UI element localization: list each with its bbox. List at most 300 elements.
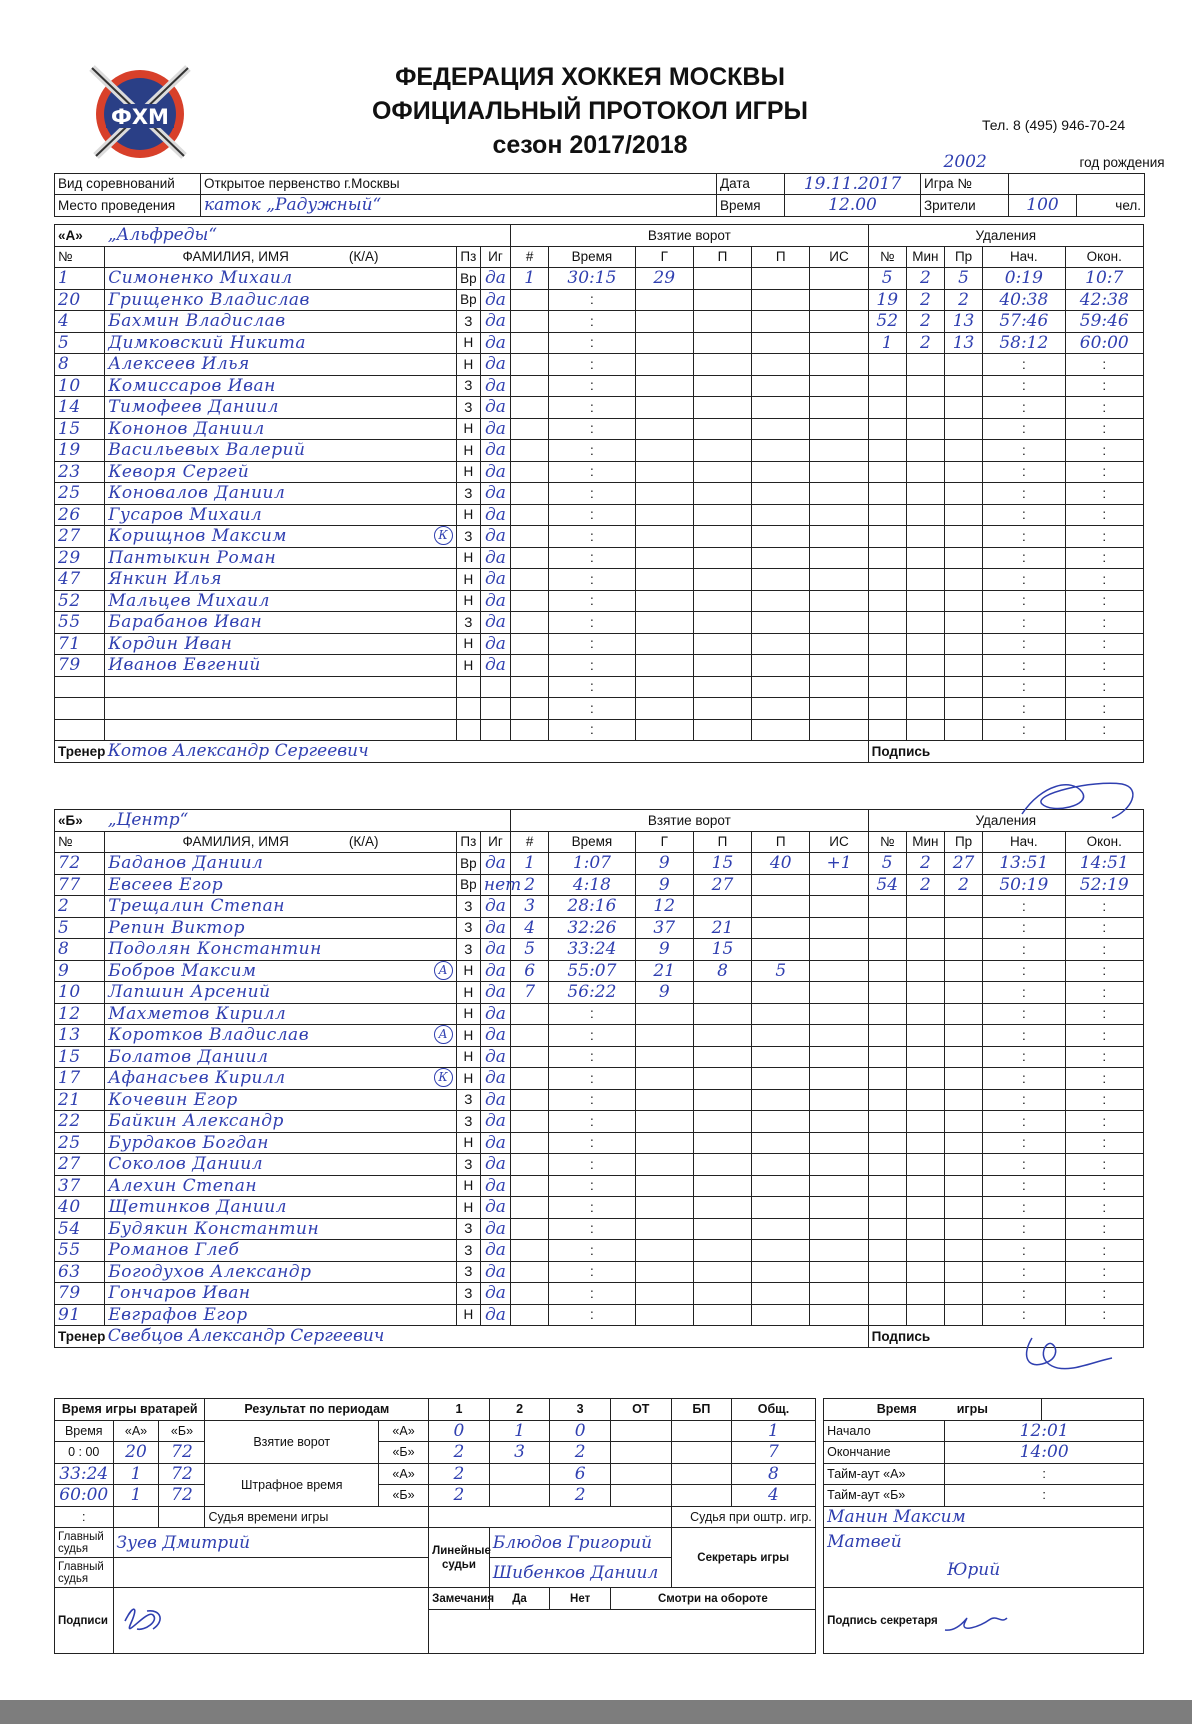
goal-time: : [549, 1068, 635, 1090]
penalty-reason [944, 1025, 982, 1047]
penalty-start: 57:46 [983, 311, 1065, 333]
goal-number [511, 375, 549, 397]
goal-number [511, 590, 549, 612]
player-played: да [480, 461, 510, 483]
penalty-start: : [983, 569, 1065, 591]
col-min: Мин [906, 831, 944, 853]
player-row [55, 461, 1144, 483]
player-name-text: Соколов Даниил [108, 1154, 264, 1175]
goals-label: Взятие ворот [205, 1420, 378, 1463]
goal-situation [810, 633, 868, 655]
head-ref-label-1: Главный судья [55, 1528, 114, 1558]
goal-number [511, 397, 549, 419]
col-time: Время [549, 831, 635, 853]
penalty-minutes [906, 1068, 944, 1090]
goal-number [511, 526, 549, 548]
penalty-start: : [983, 1261, 1065, 1283]
player-position: З [456, 1283, 480, 1305]
penalty-minutes [906, 1154, 944, 1176]
penalty-reason [944, 939, 982, 961]
goal-time: : [549, 1025, 635, 1047]
goal-scorer [635, 655, 693, 677]
player-played: да [480, 418, 510, 440]
goal-scorer [635, 1111, 693, 1133]
goal-number [511, 1154, 549, 1176]
goal-assist-2 [752, 418, 810, 440]
player-number: 12 [55, 1003, 105, 1025]
goal-number [511, 569, 549, 591]
player-position: Н [456, 440, 480, 462]
penalty-start: : [983, 440, 1065, 462]
goal-time: : [549, 1175, 635, 1197]
penalty-reason [944, 612, 982, 634]
goal-scorer [635, 1240, 693, 1262]
goal-scorer [635, 1154, 693, 1176]
player-position: Вр [456, 289, 480, 311]
penalty-minutes [906, 375, 944, 397]
penalty-minutes [906, 633, 944, 655]
penalty-minutes [906, 698, 944, 720]
penalty-player: 19 [868, 289, 906, 311]
goal-situation [810, 655, 868, 677]
player-name-text: Кочевин Егор [108, 1089, 238, 1110]
player-number: 79 [55, 655, 105, 677]
col-g: Г [635, 246, 693, 268]
goal-situation [810, 896, 868, 918]
player-position: Н [456, 569, 480, 591]
penalty-reason [944, 461, 982, 483]
goal-number [511, 612, 549, 634]
player-played: да [480, 939, 510, 961]
penalty-end: : [1065, 1003, 1144, 1025]
penalty-minutes [906, 1218, 944, 1240]
player-position: З [456, 1089, 480, 1111]
penalty-end: : [1065, 483, 1144, 505]
goal-scorer: 37 [635, 917, 693, 939]
goal-assist-2 [752, 461, 810, 483]
penalty-reason [944, 1046, 982, 1068]
penalty-end: : [1065, 1261, 1144, 1283]
player-name-text: Алехин Степан [108, 1175, 258, 1196]
player-name [105, 354, 457, 376]
player-position: З [456, 896, 480, 918]
penalty-minutes [906, 939, 944, 961]
phone-number: Тел. 8 (495) 946-70-24 [982, 117, 1126, 133]
penalty-reason [944, 483, 982, 505]
penalty-reason [944, 676, 982, 698]
player-row [55, 633, 1144, 655]
goal-scorer [635, 569, 693, 591]
time-label: Время [717, 195, 785, 217]
goal-number [511, 418, 549, 440]
penalty-reason [944, 504, 982, 526]
penalty-reason [944, 418, 982, 440]
player-row [55, 440, 1144, 462]
goal-assist-1 [693, 1197, 751, 1219]
goal-assist-2: 40 [752, 853, 810, 875]
player-number: 14 [55, 397, 105, 419]
penalty-end: : [1065, 676, 1144, 698]
player-name [105, 1240, 457, 1262]
player-name-text: Гусаров Михаил [108, 504, 263, 525]
col-min: Мин [906, 246, 944, 268]
penalty-start: : [983, 1111, 1065, 1133]
goal-assist-2 [752, 440, 810, 462]
penalty-minutes [906, 1089, 944, 1111]
goal-assist-1 [693, 268, 751, 290]
penalty-end: : [1065, 896, 1144, 918]
goal-assist-1 [693, 569, 751, 591]
col-hash: # [511, 246, 549, 268]
goal-time: : [549, 569, 635, 591]
player-played: да [480, 1003, 510, 1025]
goal-situation: +1 [810, 853, 868, 875]
goal-assist-2 [752, 1218, 810, 1240]
captain-mark: А [434, 1025, 453, 1044]
goal-number [511, 547, 549, 569]
goal-scorer: 9 [635, 853, 693, 875]
goal-assist-1 [693, 1283, 751, 1305]
penalty-player [868, 1261, 906, 1283]
penalty-reason [944, 1240, 982, 1262]
player-played [480, 719, 510, 741]
penalty-start: : [983, 917, 1065, 939]
player-row [55, 655, 1144, 677]
player-row [55, 982, 1144, 1004]
penalty-reason [944, 1218, 982, 1240]
player-position: З [456, 1154, 480, 1176]
col-time: Время [549, 246, 635, 268]
goal-assist-2 [752, 332, 810, 354]
goal-situation [810, 939, 868, 961]
penalty-start: : [983, 960, 1065, 982]
player-name-text: Богодухов Александр [108, 1261, 312, 1282]
goal-number [511, 698, 549, 720]
player-name-text: Мальцев Михаил [108, 590, 270, 611]
spectators-label: Зрители [921, 195, 1009, 217]
player-number: 9 [55, 960, 105, 982]
penalty-start: : [983, 504, 1065, 526]
penalty-start: : [983, 939, 1065, 961]
goal-time: 30:15 [549, 268, 635, 290]
goal-situation [810, 1111, 868, 1133]
goal-assist-2 [752, 1111, 810, 1133]
player-name [105, 917, 457, 939]
penalty-start: : [983, 676, 1065, 698]
goal-assist-1 [693, 719, 751, 741]
goal-number [511, 332, 549, 354]
goal-assist-1: 15 [693, 853, 751, 875]
player-position: Вр [456, 268, 480, 290]
penalty-start: : [983, 1003, 1065, 1025]
player-position: З [456, 1111, 480, 1133]
player-position: З [456, 939, 480, 961]
goal-scorer [635, 289, 693, 311]
game-time-title: Время игры [824, 1399, 1041, 1421]
see-back-label: Смотри на обороте [610, 1588, 815, 1610]
team-b-coach: Свебцов Александр Сергеевич [105, 1326, 868, 1348]
player-played [480, 698, 510, 720]
goal-assist-1 [693, 982, 751, 1004]
player-row [55, 1068, 1144, 1090]
team-b-goals-title: Взятие ворот [511, 810, 869, 832]
col-name: ФАМИЛИЯ, ИМЯ (К/А) [105, 831, 457, 853]
goal-time: : [549, 1197, 635, 1219]
penalty-player [868, 483, 906, 505]
pim-label: Штрафное время [205, 1463, 378, 1506]
goal-scorer: 9 [635, 874, 693, 896]
penalty-start: : [983, 655, 1065, 677]
player-number: 77 [55, 874, 105, 896]
player-played: да [480, 354, 510, 376]
goal-number [511, 289, 549, 311]
player-row [55, 1111, 1144, 1133]
player-position: Н [456, 1197, 480, 1219]
player-row [55, 547, 1144, 569]
player-name-text: Янкин Илья [108, 569, 223, 590]
goal-situation [810, 1218, 868, 1240]
goal-time: : [549, 1089, 635, 1111]
player-name-text: Махметов Кирилл [108, 1003, 287, 1024]
penalty-start: : [983, 375, 1065, 397]
penalty-minutes [906, 1111, 944, 1133]
player-row [55, 483, 1144, 505]
penalty-minutes [906, 676, 944, 698]
goal-time: : [549, 354, 635, 376]
player-name [105, 547, 457, 569]
penalty-start: : [983, 1089, 1065, 1111]
player-position: З [456, 917, 480, 939]
penalty-end: : [1065, 375, 1144, 397]
player-name [105, 1111, 457, 1133]
penalty-player [868, 440, 906, 462]
penalty-minutes [906, 896, 944, 918]
goal-situation [810, 1025, 868, 1047]
referee-signature [117, 1601, 177, 1637]
penalty-start: : [983, 397, 1065, 419]
goal-number [511, 354, 549, 376]
player-position: Н [456, 655, 480, 677]
player-number: 13 [55, 1025, 105, 1047]
player-name [105, 289, 457, 311]
player-number: 4 [55, 311, 105, 333]
goal-number: 2 [511, 874, 549, 896]
penalty-minutes: 2 [906, 311, 944, 333]
goal-scorer [635, 483, 693, 505]
player-position: Н [456, 354, 480, 376]
player-played [480, 676, 510, 698]
penalty-reason: 27 [944, 853, 982, 875]
goal-assist-1 [693, 354, 751, 376]
goal-situation [810, 1154, 868, 1176]
timeout-b-label: Тайм-аут «Б» [824, 1485, 945, 1507]
penalty-end: : [1065, 1175, 1144, 1197]
goal-time: : [549, 397, 635, 419]
goal-situation [810, 874, 868, 896]
player-row [55, 590, 1144, 612]
goal-scorer [635, 1218, 693, 1240]
player-played: да [480, 655, 510, 677]
player-name-text: Грищенко Владислав [108, 289, 310, 310]
goal-scorer [635, 1046, 693, 1068]
player-number: 37 [55, 1175, 105, 1197]
fhm-logo [84, 62, 202, 162]
player-name-text: Трещалин Степан [108, 896, 285, 917]
penalty-player [868, 960, 906, 982]
penalty-player [868, 1197, 906, 1219]
goal-situation [810, 397, 868, 419]
goal-assist-1 [693, 1089, 751, 1111]
col-end: Окон. [1065, 831, 1144, 853]
birth-year-label: год рождения [1079, 154, 1165, 170]
goal-assist-1 [693, 483, 751, 505]
player-position: З [456, 375, 480, 397]
penalty-player [868, 569, 906, 591]
penalty-reason [944, 1089, 982, 1111]
goal-time: 1:07 [549, 853, 635, 875]
goal-situation [810, 504, 868, 526]
player-played: да [480, 526, 510, 548]
goal-situation [810, 590, 868, 612]
remarks-label: Замечания [429, 1588, 490, 1610]
player-name [105, 1304, 457, 1326]
player-name-text: Будякин Константин [108, 1218, 320, 1239]
team-b-signature-label: Подпись [868, 1326, 1143, 1348]
player-row [55, 268, 1144, 290]
player-row [55, 896, 1144, 918]
penalty-player [868, 526, 906, 548]
penalty-start: : [983, 1283, 1065, 1305]
player-played: нет [480, 874, 510, 896]
player-name [105, 418, 457, 440]
col-p1: П [693, 246, 751, 268]
penalty-end: : [1065, 1304, 1144, 1326]
player-name-text: Афанасьев Кирилл [108, 1068, 286, 1089]
goal-assist-1: 27 [693, 874, 751, 896]
col-pen-num: № [868, 831, 906, 853]
team-a-penalties-title: Удаления [868, 225, 1143, 247]
penalty-end: : [1065, 440, 1144, 462]
goal-assist-2 [752, 874, 810, 896]
goal-assist-1 [693, 1218, 751, 1240]
player-number: 47 [55, 569, 105, 591]
player-number: 5 [55, 917, 105, 939]
penalty-end: : [1065, 1046, 1144, 1068]
player-row [55, 612, 1144, 634]
start-label: Начало [824, 1420, 945, 1442]
penalty-end: : [1065, 698, 1144, 720]
player-row [55, 1304, 1144, 1326]
goal-number: 3 [511, 896, 549, 918]
secretary-value: Матвей Юрий [824, 1528, 1144, 1588]
penalty-player [868, 1304, 906, 1326]
penalty-player [868, 1089, 906, 1111]
title-line-3: сезон 2017/2018 [492, 131, 688, 159]
player-number: 15 [55, 418, 105, 440]
goal-time: : [549, 633, 635, 655]
penalty-reason [944, 569, 982, 591]
goal-situation [810, 418, 868, 440]
player-name [105, 612, 457, 634]
goal-number [511, 1197, 549, 1219]
penalty-minutes [906, 483, 944, 505]
player-row [55, 1003, 1144, 1025]
player-number: 71 [55, 633, 105, 655]
player-row [55, 397, 1144, 419]
goal-number [511, 1003, 549, 1025]
penalty-player [868, 397, 906, 419]
player-name-text: Бурдаков Богдан [108, 1132, 269, 1153]
penalty-end: : [1065, 526, 1144, 548]
penalty-reason: 13 [944, 332, 982, 354]
player-number: 10 [55, 982, 105, 1004]
player-number: 27 [55, 1154, 105, 1176]
player-row [55, 1154, 1144, 1176]
goal-time: : [549, 1240, 635, 1262]
player-position: Н [456, 960, 480, 982]
goal-time: : [549, 504, 635, 526]
player-name [105, 1175, 457, 1197]
penalty-end: : [1065, 461, 1144, 483]
penalty-player [868, 354, 906, 376]
goal-situation [810, 1068, 868, 1090]
goal-situation [810, 1132, 868, 1154]
player-row [55, 504, 1144, 526]
team-b-name: „Центр“ [105, 810, 511, 832]
goal-assist-2 [752, 569, 810, 591]
player-name [105, 874, 457, 896]
penalty-minutes [906, 1046, 944, 1068]
goal-situation [810, 332, 868, 354]
goal-time: : [549, 1111, 635, 1133]
player-name [105, 569, 457, 591]
goal-situation [810, 268, 868, 290]
no-label: Нет [550, 1588, 611, 1610]
goal-time: : [549, 1218, 635, 1240]
player-played: да [480, 1261, 510, 1283]
player-row [55, 1261, 1144, 1283]
period-1: 1 [429, 1399, 490, 1421]
player-name [105, 853, 457, 875]
goal-assist-1 [693, 1046, 751, 1068]
penalty-start: : [983, 1197, 1065, 1219]
goal-time: : [549, 655, 635, 677]
player-name-text: Симоненко Михаил [108, 268, 293, 289]
period-total: Общ. [732, 1399, 816, 1421]
player-name [105, 590, 457, 612]
player-number: 20 [55, 289, 105, 311]
penalty-minutes [906, 612, 944, 634]
player-played: да [480, 853, 510, 875]
goal-situation [810, 440, 868, 462]
goal-time: 32:26 [549, 917, 635, 939]
captain-mark: А [434, 961, 453, 980]
penalty-player [868, 1068, 906, 1090]
goal-assist-1: 21 [693, 917, 751, 939]
player-played: да [480, 1025, 510, 1047]
goal-number: 6 [511, 960, 549, 982]
goal-time: 28:16 [549, 896, 635, 918]
title-line-1: ФЕДЕРАЦИЯ ХОККЕЯ МОСКВЫ [395, 63, 785, 91]
penalty-reason [944, 655, 982, 677]
player-name [105, 1197, 457, 1219]
document-title [300, 60, 880, 162]
goal-number: 4 [511, 917, 549, 939]
goal-assist-1 [693, 1068, 751, 1090]
goal-scorer [635, 676, 693, 698]
goal-scorer: 29 [635, 268, 693, 290]
goal-assist-1 [693, 655, 751, 677]
